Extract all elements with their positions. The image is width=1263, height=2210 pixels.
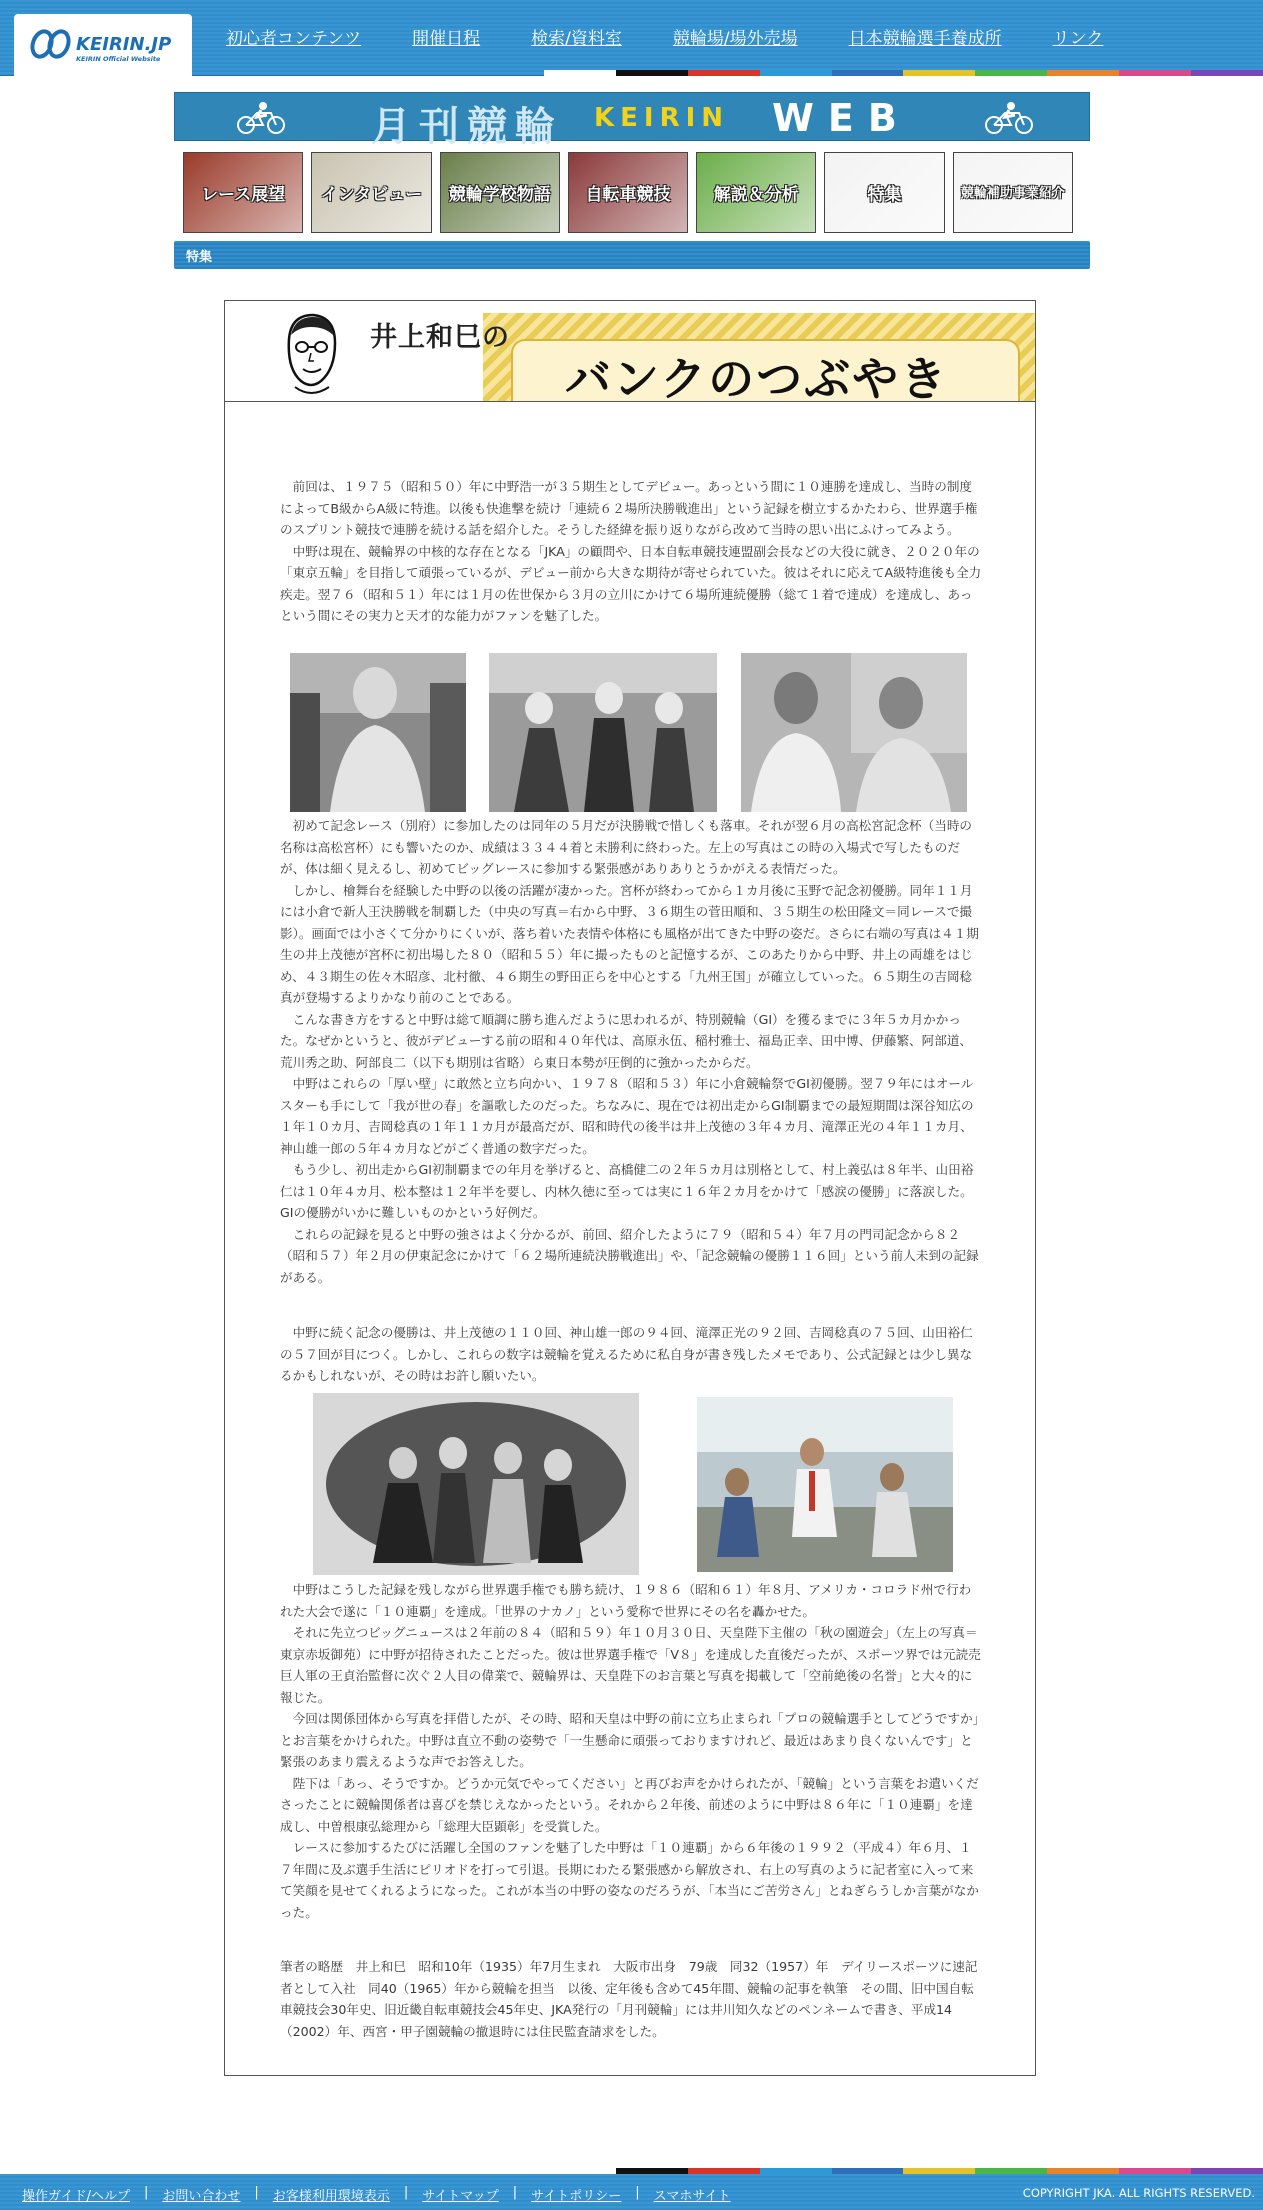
- article-body-4: [280, 1579, 982, 1923]
- site-footer: [0, 2174, 1263, 2210]
- paragraph: 中野はこれらの「厚い壁」に敢然と立ち向かい、１９７８（昭和５３）年に小倉競輪祭でGI初優勝。翌７９年にはオールスターも手にして「我が世の春」を謳歌したのだった。ちなみに、現在では初出走からGI制覇までの最短期間は深谷知広の１年１０カ月、吉岡稔真の１年１１カ月が最高だが、昭和時代の後半は井上茂徳の３年４カ月、滝澤正光の４年１１カ月、神山雄一郎の５年４カ月などがごく普通の数字だった。: [280, 1076, 974, 1156]
- paragraph: 初めて記念レース（別府）に参加したのは同年の５月だが決勝戦で惜しくも落車。それが翌６月の高松宮記念杯（当時の名称は高松宮杯）にも響いたのか、成績は３３４４着と未勝利に終わった。左上の写真はこの時の入場式で写したものだが、体は細く見えるし、初めてビッグレースに参加する緊張感がありありとうかがえる表情だった。: [280, 818, 973, 876]
- nav-schedule[interactable]: 開催日程: [412, 29, 481, 49]
- footer-link-policy[interactable]: サイトポリシー: [531, 2189, 622, 2204]
- footer-separator: |: [635, 2185, 640, 2200]
- nav-school[interactable]: 日本競輪選手養成所: [848, 29, 1002, 49]
- section-bar: [174, 241, 1090, 269]
- nav-venues[interactable]: 競輪場/場外売場: [672, 29, 798, 49]
- paragraph: 中野は現在、競輪界の中核的な存在となる「JKA」の顧問や、日本自転車競技連盟副会長などの大役に就き、２０２０年の「東京五輪」を目指して頑張っているが、デビュー前から大きな期待が寄せられていた。彼はそれに応えてA級特進後も全力疾走。翌７６（昭和５１）年には１月の佐世保から３月の立川にかけて６場所連続優勝（総て１着で達成）を達成し、あっという間にその実力と天才的な能力がファンを魅了した。: [280, 543, 982, 623]
- tile-label: レース展望: [201, 185, 286, 205]
- photo-garden-party: [313, 1393, 639, 1575]
- tile-race-preview[interactable]: [183, 152, 303, 233]
- paragraph: 前回は、１９７５（昭和５０）年に中野浩一が３５期生としてデビュー。あっという間に１０連勝を達成し、当時の制度によってB級からA級に特進。以後も快進撃を続け「連続６２場所決勝戦進出」という記録を樹立するかたわら、世界選手権のスプリント競技で連勝を続ける話を紹介した。そうした経緯を振り返りながら改めて当時の思い出にふけってみよう。: [280, 479, 978, 537]
- stripe-segment: [760, 70, 832, 76]
- footer-link-environment[interactable]: お客様利用環境表示: [272, 2189, 390, 2204]
- stripe-segment: [544, 70, 616, 76]
- paragraph: 陛下は「あっ、そうですか。どうか元気でやってください」と再びお声をかけられたが、「競輪」という言葉をお遣いくださったことに競輪関係者は喜びを禁じえなかったという。それから２年後、前述のように中野は８６年に「１０連覇」を達成し、中曽根康弘総理から「総理大臣顕彰」を受賞した。: [280, 1775, 979, 1834]
- tile-label: 特集: [867, 185, 902, 205]
- tile-feature[interactable]: [824, 152, 944, 233]
- tile-school-story[interactable]: [440, 152, 560, 233]
- footer-links: [22, 2185, 731, 2204]
- article-body-3: [280, 1322, 982, 1387]
- author-bio: [280, 1956, 982, 2042]
- tile-interview[interactable]: [311, 152, 431, 233]
- stripe-segment: [903, 70, 975, 76]
- stripe-segment: [975, 70, 1047, 76]
- monthly-keirin-banner[interactable]: [174, 92, 1090, 150]
- footer-separator: |: [144, 2185, 149, 2200]
- photo-rookie-race: [489, 653, 717, 812]
- paragraph: これらの記録を見ると中野の強さはよく分かるが、前回、紹介したように７９（昭和５４）年７月の門司記念から８２（昭和５７）年２月の伊東記念にかけて「６２場所連続決勝戦進出」や、「記念競輪の優勝１１６回」という前人未到の記録がある。: [280, 1226, 979, 1285]
- cyclist-icon: [983, 101, 1035, 135]
- author-caricature-icon: [281, 309, 341, 397]
- copyright: COPYRIGHT JKA. ALL RIGHTS RESERVED.: [1022, 2186, 1255, 2200]
- nav-search[interactable]: 検索/資料室: [531, 29, 622, 49]
- photo-press-room: [697, 1397, 953, 1572]
- banner-title: 月刊競輪: [371, 104, 563, 150]
- stripe-segment: [1047, 70, 1119, 76]
- category-tiles: [183, 152, 1073, 233]
- banner-keirin: KEIRIN: [594, 103, 730, 133]
- paragraph: こんな書き方をすると中野は総て順調に勝ち進んだように思われるが、特別競輪（GI）を獲るまでに３年５カ月かかった。なぜかというと、彼がデビューする前の昭和４０年代は、高原永伍、稲村雅士、福島正幸、田中博、伊藤繁、阿部道、荒川秀之助、阿部良二（以下も期別は省略）ら東日本勢が圧倒的に強かったからだ。: [280, 1011, 973, 1070]
- column-title: バンクのつぶやき: [565, 352, 949, 402]
- logo-brand-text: KEIRIN.JP: [76, 34, 172, 55]
- footer-link-contact[interactable]: お問い合わせ: [162, 2189, 241, 2204]
- footer-separator: |: [403, 2185, 409, 2200]
- tile-label: インタビュー: [320, 185, 423, 205]
- paragraph: 今回は関係団体から写真を拝借したが、その時、昭和天皇は中野の前に立ち止まられ「プロの競輪選手としてどうですか」とお言葉をかけられた。中野は直立不動の姿勢で「一生懸命に頑張っておりますけれど、最近はあまり良くないんです」と緊張のあまり震えるような声でお答えした。: [280, 1711, 979, 1769]
- bio-text: 筆者の略歴 井上和巳 昭和10年（1935）年7月生まれ 大阪市出身 79歳 同32（1957）年 デイリースポーツに速記者として入社 同40（1965）年から競輪を担当 以後、定年後も含めて45年間、競輪の記事を執筆 その間、旧中国自転車競技会30年史、旧近畿自転車競技会45年史、JKA発行の「月刊競輪」には井川知久などのペンネームで書き、平成14（2002）年、西宮・甲子園競輪の撤退時には住民監査請求をした。: [280, 1959, 978, 2039]
- tile-label: 競輪補助事業紹介: [960, 186, 1065, 201]
- paragraph: それに先立つビッグニュースは２年前の８４（昭和５９）年１０月３０日、天皇陛下主催の「秋の園遊会」（左上の写真＝東京赤坂御苑）に中野が招待されたことだった。彼は世界選手権で「V８」を達成した直後だったが、スポーツ界では元読売巨人軍の王貞治監督に次ぐ２人目の偉業で、競輪界は、天皇陛下のお言葉と写真を掲載して「空前絶後の名誉」と大々的に報じた。: [280, 1625, 981, 1705]
- paragraph: もう少し、初出走からGI初制覇までの年月を挙げると、高橋健二の２年５カ月は別格として、村上義弘は８年半、山田裕仁は１０年４カ月、松本整は１２年半を要し、内林久徳に至っては実に１６年２カ月をかけて「感涙の優勝」に落涙した。GIの優勝がいかに難しいものかという好例だ。: [280, 1162, 974, 1220]
- tile-analysis[interactable]: [696, 152, 816, 233]
- column-header: [225, 301, 1035, 402]
- tile-subsidy[interactable]: [953, 152, 1073, 233]
- logo-sub-text: KEIRIN Official Website: [76, 55, 161, 63]
- stripe-segment: [1191, 70, 1263, 76]
- paragraph: 中野に続く記念の優勝は、井上茂徳の１１０回、神山雄一郎の９４回、滝澤正光の９２回、吉岡稔真の７５回、山田裕仁の５７回が目につく。しかし、これらの数字は競輪を覚えるために私自身が書き残したメモであり、公式記録とは少し異なるかもしれないが、その時はお許し願いたい。: [280, 1325, 973, 1383]
- tile-label: 解説＆分析: [713, 185, 799, 205]
- nav-links[interactable]: リンク: [1052, 29, 1104, 49]
- photo-nakano-inoue: [741, 653, 967, 812]
- paragraph: 中野はこうした記録を残しながら世界選手権でも勝ち続け、１９８６（昭和６１）年８月、アメリカ・コロラド州で行われた大会で遂に「１０連覇」を達成。「世界のナカノ」という愛称で世界にその名を轟かせた。: [280, 1582, 972, 1619]
- stripe-segment: [688, 70, 760, 76]
- section-label: 特集: [186, 250, 213, 265]
- footer-link-sitemap[interactable]: サイトマップ: [422, 2189, 499, 2204]
- photo-entrance-ceremony: [290, 653, 466, 812]
- article-body-2: [280, 815, 982, 1288]
- nav-beginner[interactable]: 初心者コンテンツ: [226, 29, 362, 49]
- site-header: [0, 0, 1263, 76]
- cyclist-icon: [235, 101, 287, 135]
- paragraph: レースに参加するたびに活躍し全国のファンを魅了した中野は「１０連覇」から６年後の１９９２（平成４）年６月、１７年間に及ぶ選手生活にピリオドを打って引退。長期にわたる緊張感から解放され、右上の写真のように記者室に入って来て笑顔を見せてくれるようになった。これが本当の中野の姿なのだろうが、「本当にご苦労さん」とねぎらうしか言葉がなかった。: [280, 1840, 979, 1920]
- footer-link-smartphone[interactable]: スマホサイト: [653, 2189, 731, 2204]
- tile-label: 自転車競技: [585, 185, 671, 205]
- stripe-segment: [1119, 70, 1191, 76]
- article: [224, 300, 1036, 2076]
- site-logo[interactable]: [14, 14, 192, 76]
- global-nav: [200, 24, 1128, 52]
- stripe-segment: [832, 70, 904, 76]
- footer-separator: |: [254, 2185, 259, 2200]
- paragraph: しかし、檜舞台を経験した中野の以後の活躍が凄かった。宮杯が終わってから１カ月後に玉野で記念初優勝。同年１１月には小倉で新人王決勝戦を制覇した（中央の写真＝右から中野、３６期生の菅田順和、３５期生の松田隆文＝同レースで撮影）。画面では小さくて分かりにくいが、落ち着いた表情や体格にも風格が出てきた中野の姿だ。さらに右端の写真は４１期生の井上茂徳が宮杯に初出場した８０（昭和５５）年に撮ったものと記憶するが、このあたりから中野、井上の両雄をはじめ、４３期生の佐々木昭彦、北村徹、４６期生の野田正らを中心とする「九州王国」が確立していった。６５期生の吉岡稔真が登場するよりかなり前のことである。: [280, 882, 979, 1005]
- footer-link-help[interactable]: 操作ガイド/ヘルプ: [22, 2189, 130, 2204]
- keirin-logo-icon: [28, 29, 74, 59]
- author-title: 井上和巳の: [370, 322, 510, 353]
- article-body-1: [280, 476, 982, 627]
- footer-separator: |: [512, 2185, 518, 2200]
- banner-web: WEB: [772, 96, 911, 140]
- stripe-segment: [616, 70, 688, 76]
- tile-cycling-sport[interactable]: [568, 152, 688, 233]
- tile-label: 競輪学校物語: [448, 185, 551, 205]
- color-stripe: [544, 70, 1263, 76]
